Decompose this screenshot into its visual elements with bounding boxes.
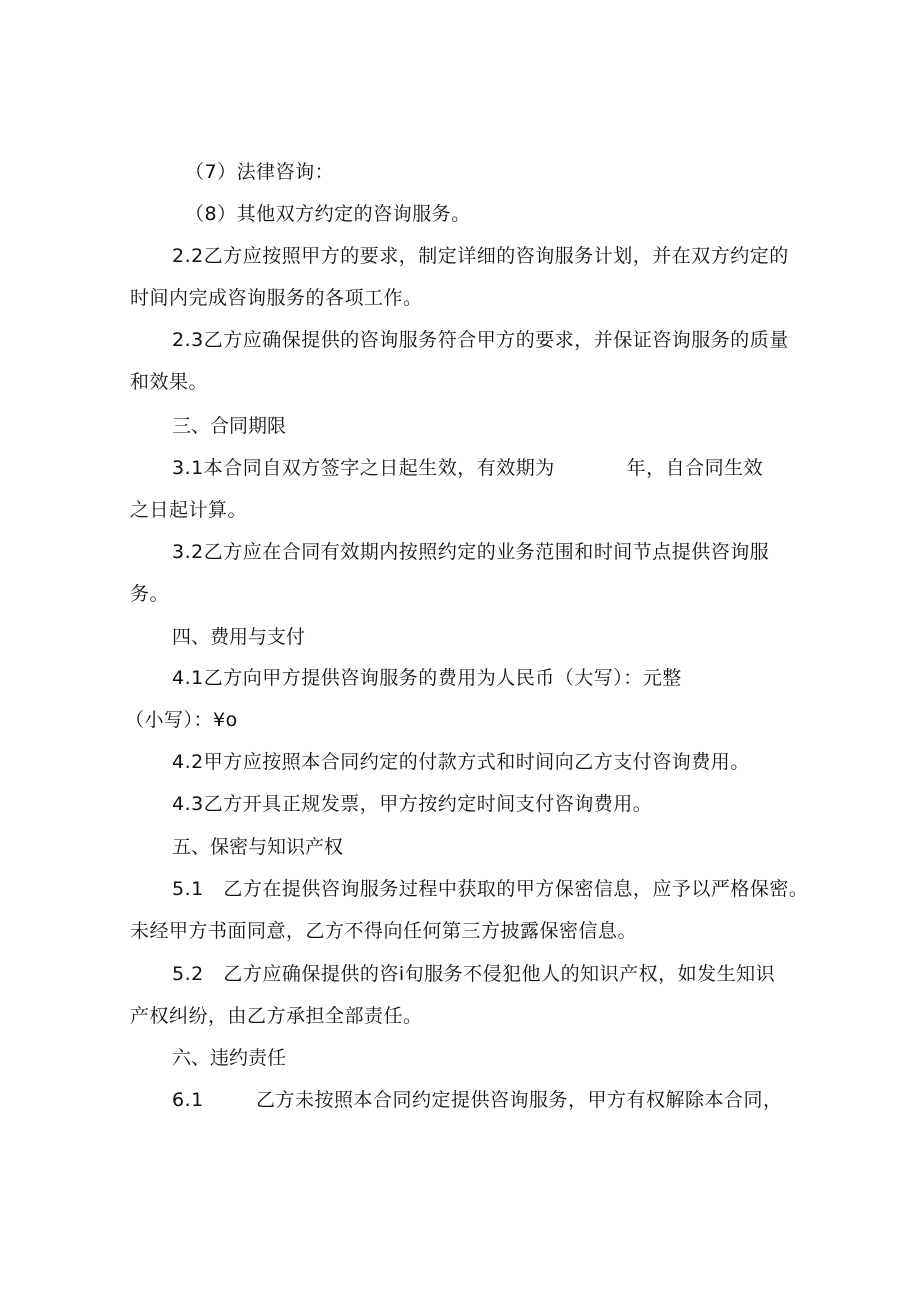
paragraph-line: 和效果。 [130,371,209,393]
paragraph-line: 6.1 乙方未按照本合同约定提供咨询服务，甲方有权解除本合同， [172,1089,783,1111]
paragraph-line: 5.2 乙方应确保提供的咨i旬服务不侵犯他人的知识产权，如发生知识 [172,963,776,985]
paragraph-line: 产权纠纷，由乙方承担全部责任。 [130,1005,423,1027]
list-item: （7）法律咨询： [185,161,335,183]
paragraph-line: 4.1乙方向甲方提供咨询服务的费用为人民币（大写）：元整 [172,667,682,689]
paragraph-line: 3.1本合同自双方签字之日起生效，有效期为 年，自合同生效 [172,457,764,479]
section-heading: 四、费用与支付 [172,626,306,648]
paragraph-line: （小写）：¥o [125,709,238,731]
paragraph-line: 2.3乙方应确保提供的咨询服务符合甲方的要求，并保证咨询服务的质量 [172,329,789,351]
paragraph-line: 时间内完成咨询服务的各项工作。 [130,287,423,309]
list-item: （8）其他双方约定的咨询服务。 [185,203,471,225]
paragraph-line: 未经甲方书面同意，乙方不得向任何第三方披露保密信息。 [130,920,638,942]
paragraph-line: 务。 [130,583,170,605]
paragraph-line: 5.1 乙方在提供咨询服务过程中获取的甲方保密信息，应予以严格保密。 [172,878,809,900]
paragraph-line: 2.2乙方应按照甲方的要求，制定详细的咨询服务计划，并在双方约定的 [172,245,789,267]
paragraph-line: 之日起计算。 [130,499,248,521]
section-heading: 三、合同期限 [172,415,287,437]
section-heading: 六、违约责任 [172,1047,287,1069]
section-heading: 五、保密与知识产权 [172,836,344,858]
paragraph-line: 3.2乙方应在合同有效期内按照约定的业务范围和时间节点提供咨询服 [172,541,770,563]
paragraph-line: 4.2甲方应按照本合同约定的付款方式和时间向乙方支付咨询费用。 [172,751,750,773]
paragraph-line: 4.3乙方开具正规发票，甲方按约定时间支付咨询费用。 [172,793,653,815]
